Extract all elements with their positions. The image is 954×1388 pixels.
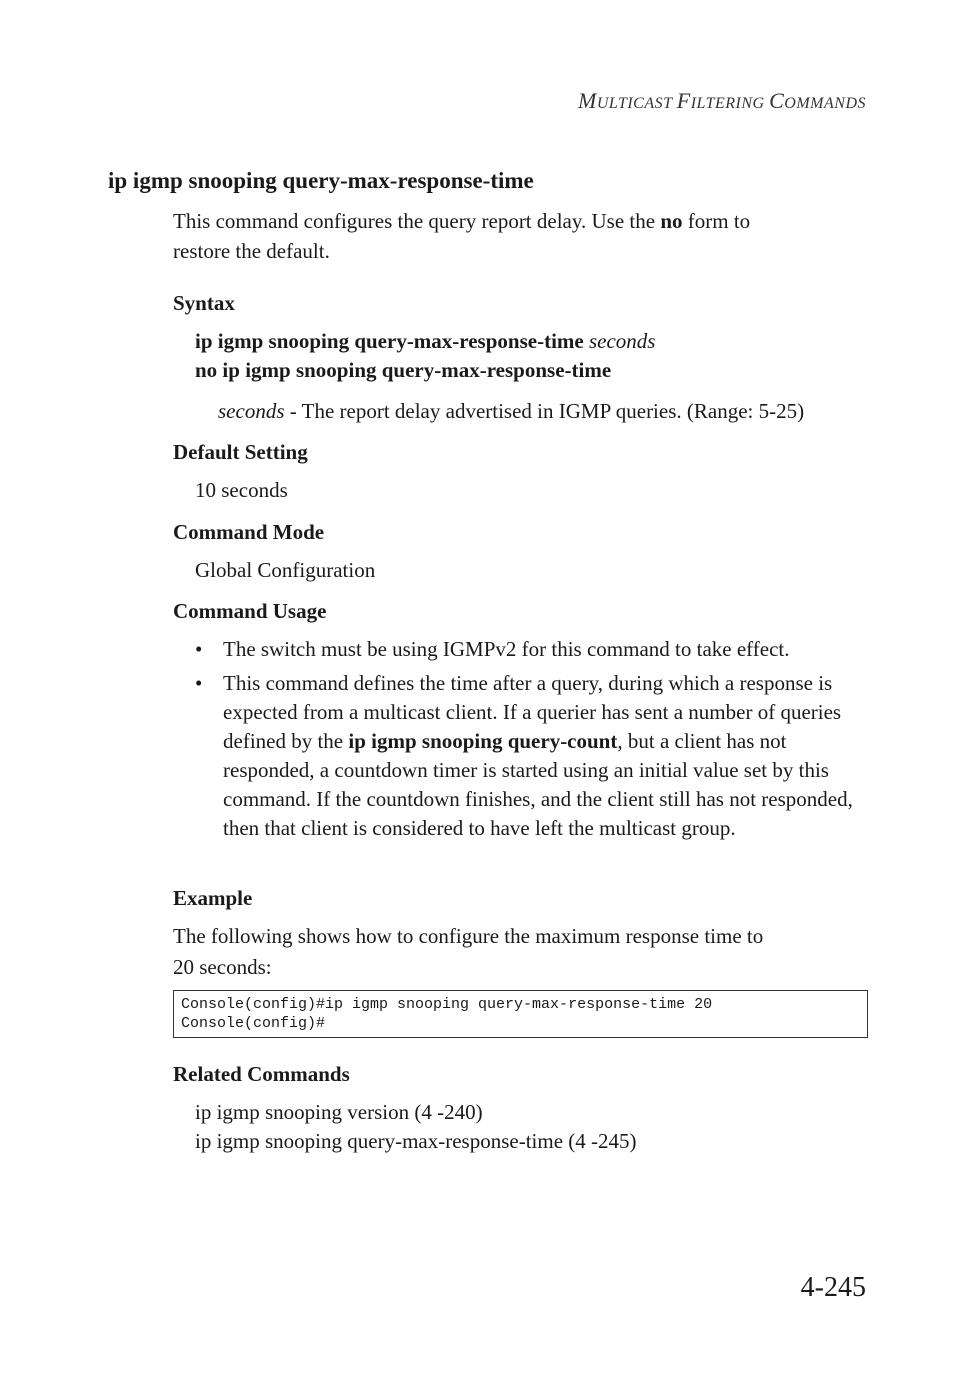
related-commands-heading: Related Commands	[173, 1062, 350, 1086]
param-name: seconds	[218, 399, 285, 423]
code-line-2: Console(config)#	[181, 1015, 326, 1032]
page-number: 4-245	[800, 1272, 866, 1303]
usage-bullet-1	[195, 635, 865, 664]
bullet-2-dot: •	[195, 671, 203, 695]
usage-bullet-2-command: ip igmp snooping query-count	[348, 729, 618, 753]
syntax-line1-command: ip igmp snooping query-max-response-time	[195, 329, 584, 353]
syntax-heading: Syntax	[173, 291, 235, 315]
param-desc: - The report delay advertised in IGMP queries. (Range: 5-25)	[284, 399, 805, 423]
header-ulticast: ULTICAST	[596, 95, 677, 112]
description-line1	[173, 206, 873, 236]
default-setting-heading: Default Setting	[173, 440, 308, 464]
command-title: ip igmp snooping query-max-response-time	[108, 168, 534, 193]
example-line2: 20 seconds:	[173, 955, 272, 979]
description-keyword: no	[660, 209, 683, 233]
header-m: M	[577, 88, 597, 113]
related-command-2: ip igmp snooping query-max-response-time (4 -245)	[195, 1129, 637, 1153]
code-line-1: Console(config)#ip igmp snooping query-max-response-time 20	[181, 996, 713, 1013]
header-f: F	[676, 88, 691, 113]
example-code-block	[173, 990, 868, 1038]
header-iltering: ILTERING	[690, 95, 770, 112]
description	[173, 206, 873, 266]
bullet-1-dot: •	[195, 637, 203, 661]
related-command-1: ip igmp snooping version (4 -240)	[195, 1100, 483, 1124]
command-usage-heading: Command Usage	[173, 599, 327, 623]
header-ommands: OMMANDS	[784, 95, 866, 112]
default-setting-value: 10 seconds	[195, 478, 288, 502]
description-text1: This command configures the query report delay. Use the	[173, 209, 661, 233]
command-usage-list	[195, 635, 865, 843]
example-line1: The following shows how to configure the maximum response time to	[173, 924, 764, 948]
syntax-line1	[195, 326, 655, 356]
usage-bullet-2-text1: This command defines the time after a query, during which a response is expected from a multicast client. If a querier has sent a number of queries defined by the	[223, 671, 842, 753]
description-line2: restore the default.	[173, 239, 330, 263]
usage-bullet-2-text2: , but a client has not responded, a countdown timer is started using an initial value set by this command. If the countdown finishes, and the client still has not responded, then that client is considered to have left the multicast group.	[223, 729, 853, 840]
command-mode-heading: Command Mode	[173, 520, 325, 544]
running-header	[578, 88, 866, 114]
command-mode-value: Global Configuration	[195, 558, 376, 582]
syntax-line1-param: seconds	[588, 329, 656, 353]
example-heading: Example	[173, 886, 253, 910]
usage-bullet-1-text: The switch must be using IGMPv2 for this command to take effect.	[223, 637, 790, 661]
description-text2: form to	[682, 209, 751, 233]
syntax-line2: no ip igmp snooping query-max-response-time	[195, 358, 612, 382]
usage-bullet-2	[195, 669, 865, 843]
header-c: C	[769, 88, 785, 113]
syntax-param-description	[218, 396, 804, 426]
